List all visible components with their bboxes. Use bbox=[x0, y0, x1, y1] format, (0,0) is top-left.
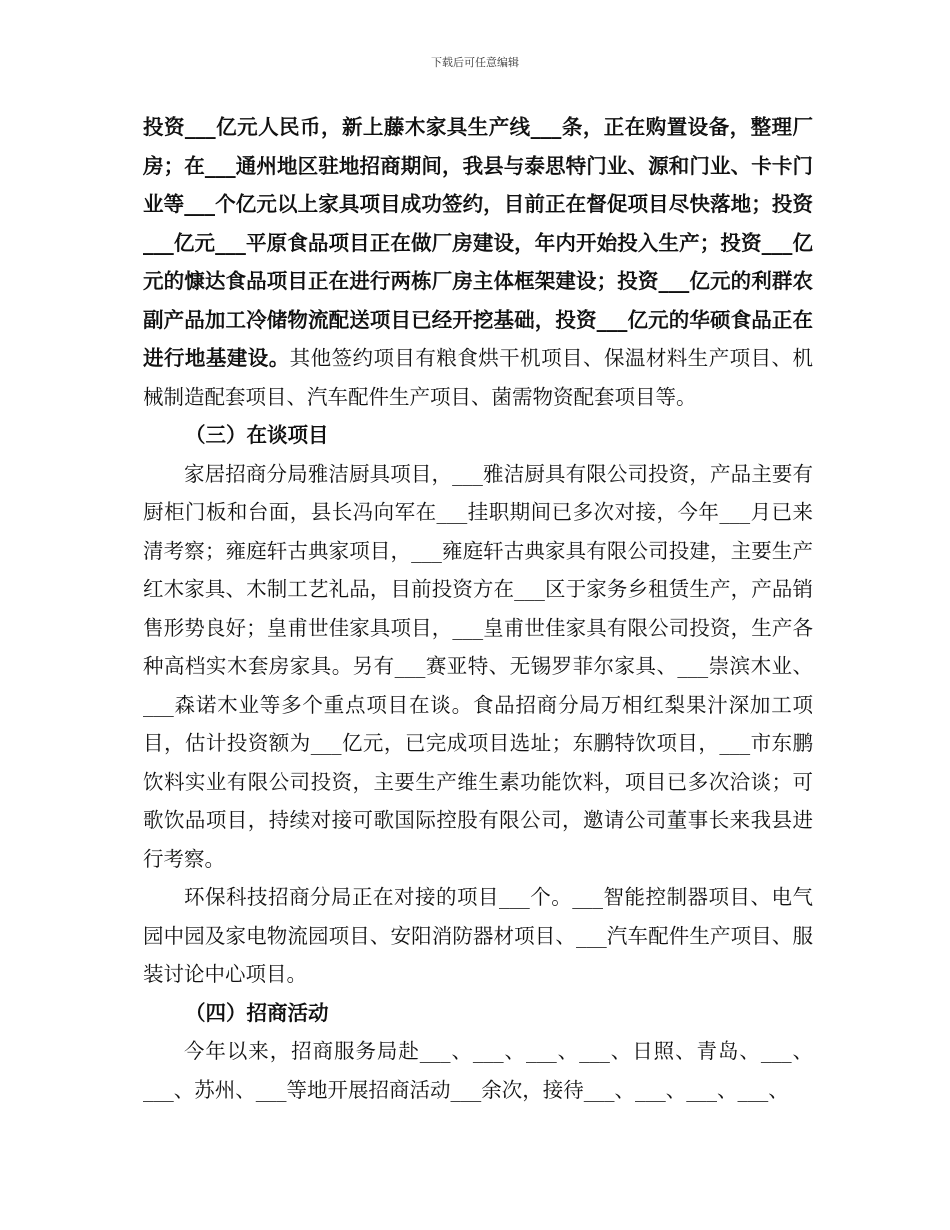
paragraph-investment-activities: 今年以来，招商服务局赴___、___、___、___、日照、青岛、___、___、苏州、___等地开展招商活动___余次，接待___、___、___、___、 bbox=[143, 1039, 813, 1102]
bold-text: 投资___亿元人民币，新上藤木家具生产线___条，正在购置设备，整理厂房；在___通州地区驻地招商期间，我县与泰思特门业、源和门业、卡卡门业等___个亿元以上家具项目成功签约，目前正在督促项目尽快落地；投资___亿元___平原食品项目正在做厂房建设，年内开始投入生产；投资___亿元的慷达食品项目正在进行两栋厂房主体框架建设；投资___亿元的利群农副产品加工冷储物流配送项目已经开挖基础，投资___亿元的华硕食品正在进行地基建设。 bbox=[143, 115, 813, 370]
normal-text: 其他签约项目有粮食烘干机项目、保温材料生产项目、机械制造配套项目、汽车配件生产项目、菌需物资配套项目等。 bbox=[143, 346, 814, 409]
paragraph-environmental-tech: 环保科技招商分局正在对接的项目___个。___智能控制器项目、电气园中园及家电物流园项目、安阳消防器材项目、___汽车配件生产项目、服装讨论中心项目。 bbox=[143, 885, 813, 986]
section-heading-investment-activities: （四）招商活动 bbox=[185, 1000, 329, 1025]
paragraph-investment-progress bbox=[143, 108, 813, 416]
document-body bbox=[143, 108, 813, 1109]
page-header: 下载后可任意编辑 bbox=[431, 56, 519, 69]
section-heading-projects-in-talks: （三）在谈项目 bbox=[185, 423, 329, 447]
paragraph-projects-in-talks: 家居招商分局雅洁厨具项目，___雅洁厨具有限公司投资，产品主要有厨柜门板和台面，县长冯向军在___挂职期间已多次对接，今年___月已来清考察；雍庭轩古典家项目，___雍庭轩古典家具有限公司投建，主要生产红木家具、木制工艺礼品，目前投资方在___区于家务乡租赁生产，产品销售形势良好；皇甫世佳家具项目，___皇甫世佳家具有限公司投资，生产各种高档实木套房家具。另有___赛亚特、无锡罗菲尔家具、___崇滨木业、___森诺木业等多个重点项目在谈。食品招商分局万相红梨果汁深加工项目，估计投资额为___亿元，已完成项目选址；东鹏特饮项目，___市东鹏饮料实业有限公司投资，主要生产维生素功能饮料，项目已多次洽谈；可歌饮品项目，持续对接可歌国际控股有限公司，邀请公司董事长来我县进行考察。 bbox=[143, 461, 813, 871]
